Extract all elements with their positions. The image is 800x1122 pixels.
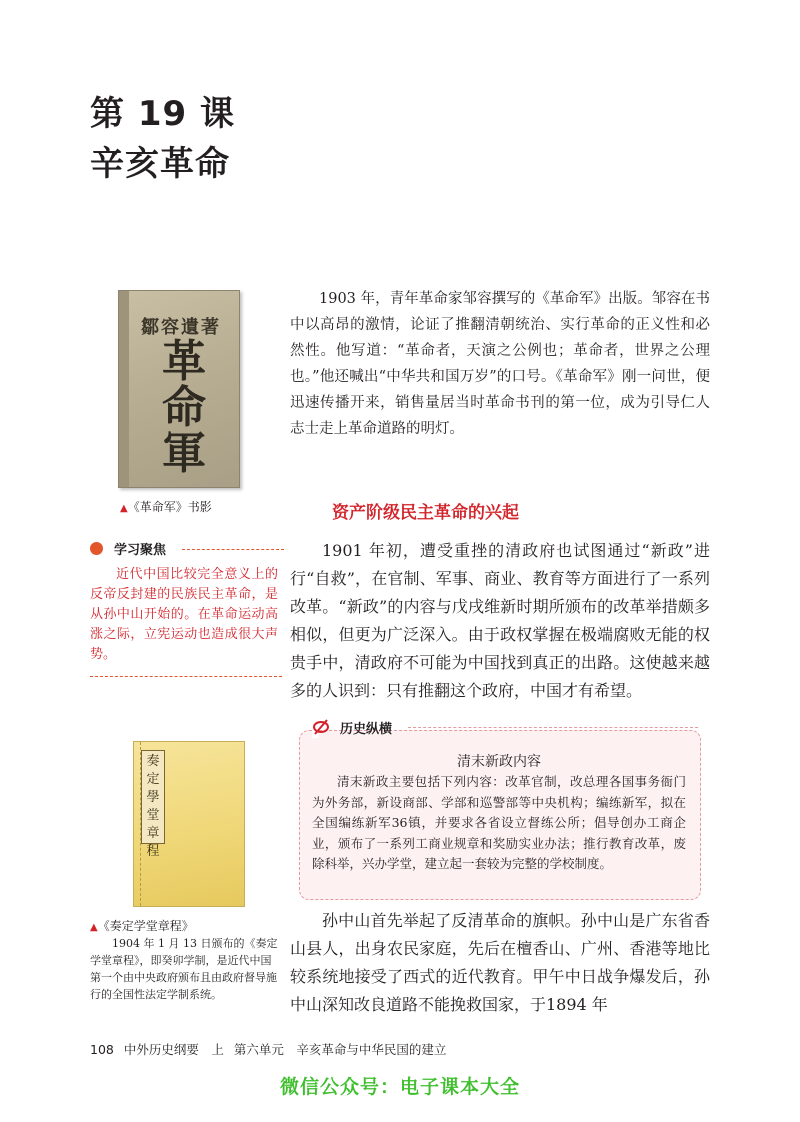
page-footer [90, 1040, 456, 1058]
history-divider [408, 727, 698, 728]
book-spine [119, 291, 129, 487]
history-text: 清末新政主要包括下列内容：改革官制，改总理各国事务衙门为外务部，新设商部、学部和巡警部等中央机构；编练新军，拟在全国编练新军36镇，并要求各省设立督练公所；倡导创办工商企业，颁布了一系列工商业规章和奖励实业办法；推行教育改革，废除科举，兴办学堂，建立起一套较为完整的学校制度。 [312, 774, 686, 871]
lesson-title: 辛亥革命 [90, 144, 230, 184]
figure1-caption [120, 498, 212, 515]
book-cover-label: 奏定學堂章程 [141, 750, 165, 844]
school-regulations-book-image [133, 741, 245, 907]
focus-header [90, 539, 280, 559]
page-number: 108 [90, 1042, 114, 1057]
sun-yatsen-paragraph: 孙中山首先举起了反清革命的旗帜。孙中山是广东省香山县人，出身农民家庭，先后在檀香山、广州、香港等地比较系统地接受了西式的近代教育。甲午中日战争爆发后，孙中山深知改良道路不能挽救国家，于1894 年 [290, 911, 710, 1014]
new-policy-paragraph: 1901 年初，遭受重挫的清政府也试图通过“新政”进行“自救”，在官制、军事、商业、教育等方面进行了一系列改革。“新政”的内容与戊戌维新时期所颁布的改革举措颇多相似，但更为广泛深入。由于政权掌握在极端腐败无能的权贵手中，清政府不可能为中国找到真正的出路。这使越来越多的人识到：只有推翻这个政府，中国才有希望。 [290, 541, 710, 700]
wechat-banner: 微信公众号：电子课本大全 [279, 1076, 520, 1098]
lesson-number: 第 19 课 [90, 94, 235, 134]
book-name: 中外历史纲要 上 [123, 1042, 224, 1057]
figure2-description: 1904 年 1 月 13 日颁布的《奏定学堂章程》，即癸卯学制，是近代中国第一个由中央政府颁布且由政府督导施行的全国性法定学制系统。 [90, 937, 278, 1001]
triangle-marker-icon: ▲ [90, 922, 98, 933]
focus-title: 学习聚焦 [114, 543, 167, 558]
book-cover-author: 鄒容遺著 [141, 317, 221, 338]
triangle-marker-icon: ▲ [120, 503, 128, 514]
figure1-caption-text: 《革命军》书影 [127, 500, 212, 514]
history-subtitle: 清末新政内容 [457, 754, 541, 770]
book-cover-title: 革命軍 [162, 336, 206, 479]
history-scroll-icon [312, 718, 330, 736]
book-binding [134, 742, 141, 906]
focus-divider [182, 549, 284, 550]
unit-name: 第六单元 辛亥革命与中华民国的建立 [233, 1042, 447, 1057]
intro-paragraph: 1903 年，青年革命家邹容撰写的《革命军》出版。邹容在书中以高昂的激情，论证了推翻清朝统治、实行革命的正义性和必然性。他写道：“革命者，天演之公例也；革命者，世界之公理也。”他还喊出“中华共和国万岁”的口号。《革命军》刚一问世，便迅速传播开来，销售量居当时革命书刊的第一位，成为引导仁人志士走上革命道路的明灯。 [290, 291, 710, 437]
history-title: 历史纵横 [340, 722, 393, 737]
focus-text: 近代中国比较完全意义上的反帝反封建的民族民主革命，是从孙中山开始的。在革命运动高涨之际，立宪运动也造成很大声势。 [90, 567, 278, 662]
section-heading: 资产阶级民主革命的兴起 [332, 503, 519, 523]
history-header [312, 716, 393, 738]
figure2-caption [90, 917, 194, 934]
figure2-caption-text: 《奏定学堂章程》 [97, 919, 194, 933]
circle-bullet-icon [90, 542, 103, 555]
revolution-army-book-image [118, 290, 240, 488]
focus-bottom-divider [90, 676, 282, 677]
